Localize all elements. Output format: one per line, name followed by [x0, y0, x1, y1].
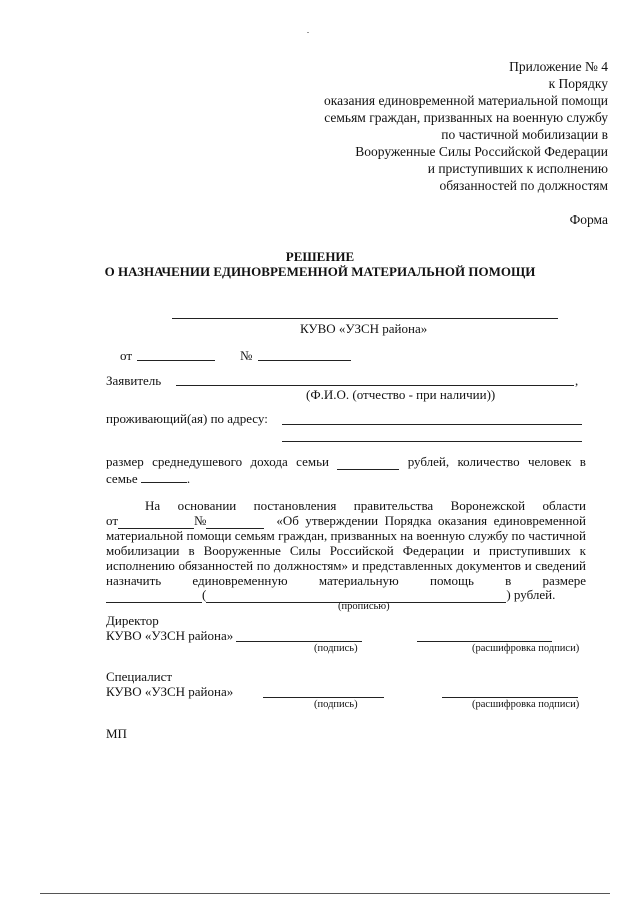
scan-speck [307, 32, 309, 33]
director-signature-field[interactable] [236, 641, 362, 642]
org-name-line[interactable] [172, 318, 558, 319]
number-field[interactable] [258, 360, 351, 361]
specialist-decode-field[interactable] [442, 697, 578, 698]
appendix-line: Вооруженные Силы Российской Федерации [355, 144, 608, 159]
document-subtitle: О НАЗНАЧЕНИИ ЕДИНОВРЕМЕННОЙ МАТЕРИАЛЬНОЙ ПОМОЩИ [104, 264, 536, 279]
specialist-signature-field[interactable] [263, 697, 384, 698]
specialist-org: КУВО «УЗСН района» [106, 684, 234, 699]
body-from: от [106, 513, 119, 528]
director-org: КУВО «УЗСН района» [106, 628, 234, 643]
income-line-2 [106, 470, 190, 487]
appendix-header [324, 58, 608, 194]
body-line-4: мобилизации в Вооруженные Силы Российской Федерации и приступивших к [106, 543, 586, 558]
body-line-3: материальной помощи семьям граждан, призванных на военную службу по частичной [106, 528, 586, 543]
amount-currency: ) рублей. [506, 587, 556, 602]
amount-number-field[interactable] [106, 590, 202, 603]
income-period: . [186, 471, 191, 486]
applicant-comma: , [575, 373, 579, 388]
appendix-line: по частичной мобилизации в [441, 127, 608, 142]
number-label: № [240, 348, 253, 363]
director-sig-caption: (подпись) [314, 643, 358, 654]
specialist-decode-caption: (расшифровка подписи) [472, 699, 580, 710]
appendix-line: оказания единовременной материальной помощи [324, 93, 608, 108]
income-word: среднедушевого [152, 454, 243, 469]
body-text: «Об утверждении Порядка оказания единовременной [276, 513, 586, 528]
body-number: № [194, 513, 207, 528]
date-label: от [120, 348, 133, 363]
family-count-field[interactable] [141, 470, 187, 483]
address-field-2[interactable] [282, 441, 582, 442]
specialist-sig-caption: (подпись) [314, 699, 358, 710]
address-label: проживающий(ая) по адресу: [106, 411, 268, 426]
applicant-field[interactable] [176, 385, 574, 386]
income-word: в [579, 454, 586, 469]
date-field[interactable] [137, 360, 215, 361]
income-word: семьи [296, 454, 329, 469]
appendix-line: к Порядку [548, 76, 608, 91]
family-word: семье [106, 471, 138, 486]
fio-caption: (Ф.И.О. (отчество - при наличии)) [306, 387, 496, 402]
body-line-1 [145, 498, 586, 514]
document-title: РЕШЕНИЕ [285, 249, 355, 264]
body-line-7 [106, 587, 555, 603]
income-word: человек [527, 454, 572, 469]
org-caption: КУВО «УЗСН района» [300, 321, 428, 336]
form-label: Форма [569, 212, 608, 227]
specialist-title: Специалист [106, 669, 173, 684]
income-line [106, 454, 586, 470]
income-word: дохода [250, 454, 288, 469]
director-decode-caption: (расшифровка подписи) [472, 643, 580, 654]
appendix-line: семьям граждан, призванных на военную службу [324, 110, 608, 125]
appendix-line: обязанностей по должностям [439, 178, 608, 193]
body-text: На основании постановления правительства Воронежской области [145, 498, 586, 513]
income-field[interactable] [337, 457, 399, 470]
body-line-6: назначить единовременную материальную помощь в размере [106, 573, 586, 588]
appendix-line: Приложение № 4 [509, 59, 608, 74]
income-word: рублей, [407, 454, 450, 469]
director-title: Директор [106, 613, 159, 628]
body-line-2 [106, 513, 586, 529]
appendix-line: и приступивших к исполнению [427, 161, 608, 176]
in-words-caption: (прописью) [338, 601, 390, 612]
amount-open-paren: ( [202, 587, 207, 602]
director-decode-field[interactable] [417, 641, 552, 642]
income-word: количество [457, 454, 520, 469]
income-word: размер [106, 454, 144, 469]
address-field-1[interactable] [282, 424, 582, 425]
stamp-place-label: МП [106, 726, 127, 741]
applicant-label: Заявитель [106, 373, 162, 388]
page-bottom-edge [40, 893, 610, 894]
body-line-5: исполнению обязанностей по должностям» и представленных документов и сведений [106, 558, 586, 573]
